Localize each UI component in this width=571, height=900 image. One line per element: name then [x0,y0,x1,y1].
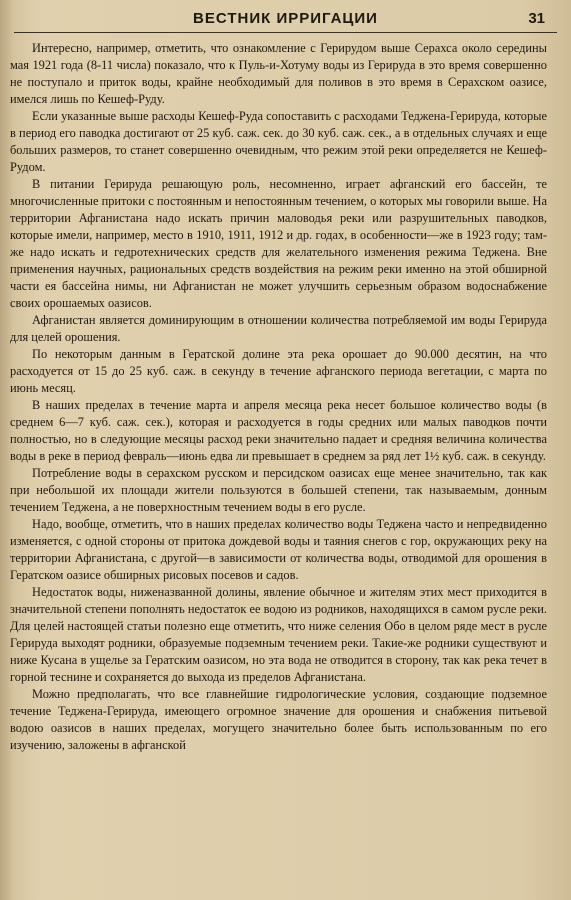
page-number: 31 [528,10,545,27]
paragraph: Если указанные выше расходы Кешеф-Руда сопоставить с расходами Теджена-Герируда, которые в период его паводка достигают от 25 куб. саж. сек. до 30 куб. саж. сек., а в отдельных случаях и еще больших размеров, то станет совершенно очевидным, что режим этой реки определяется не Кешеф-Рудом. [10,109,547,174]
paragraph: Надо, вообще, отметить, что в наших пределах количество воды Теджена часто и непредвиденно изменяется, с одной стороны от притока дождевой воды и таяния снегов с гор, окружающих реку на территории Афганистана, с другой—в зависимости от количества воды, отводимой для орошения в Гератском оазисе обширных рисовых посевов и садов. [10,517,547,582]
paragraph: В наших пределах в течение марта и апреля месяца река несет большое количество воды (в среднем 6—7 куб. саж. сек.), которая и расходуется в годы средних или малых паводков почти полностью, но в следующие месяцы расход реки значительно падает и средняя величина количества воды в реке в период февраль—июнь едва ли превышает в среднем за ряд лет 1½ куб. саж. в секунду. [10,398,547,463]
running-title: ВЕСТНИК ИРРИГАЦИИ [193,10,378,27]
paragraph: Недостаток воды, ниженазванной долины, явление обычное и жителям этих мест приходится в значительной степени пополнять недостаток ее водою из родников, находящихся в самом русле реки. Для целей настоящей статьи полезно еще отметить, что ниже селения Обо в целом ряде мест в русле Герируда выходят родники, образуемые подземным течением реки. Такие-же родники существуют и ниже Кусана в ущелье за Гератским оазисом, но эта вода не отводится в сторону, так как река течет в горной теснине и сохраняется до выхода из пределов Афганистана. [10,585,547,684]
paragraph: Можно предполагать, что все главнейшие гидрологические условия, создающие подземное течение Теджена-Герируда, имеющего огромное значение для орошения и снабжения питьевой водою оазисов в наших пределах, могущего значительно более быть использованным по его изучению, заложены в афганской [10,687,547,752]
paragraph: Афганистан является доминирующим в отношении количества потребляемой им воды Герируда для целей орошения. [10,313,547,344]
paragraph: Интересно, например, отметить, что ознакомление с Герирудом выше Серахса около середины мая 1921 года (8-11 числа) показало, что к Пуль-и-Хотуму воды из Герируда в это время совершенно не поступало и приток воды, крайне необходимый для поливов в это время в Серахском оазисе, имелся лишь по Кешеф-Руду. [10,41,547,106]
paragraph: В питании Герируда решающую роль, несомненно, играет афганский его бассейн, те многочисленные притоки с постоянным и непостоянным течением, о которых мы говорили выше. На территории Афганистана надо искать причин маловодья реки или разрушительных паводков, которые имели, например, место в 1910, 1911, 1912 и др. годах, в особенности—же в 1923 году; там-же надо искать и гедротехнических средств для желательного изменения режима Теджена. Вне применения научных, рациональных средств воздействия на режим реки именно на этой обширной части ея бассейна нимы, ни Афганистан не может улучшить серьезным образом водоснабжение своих орошаемых оазисов. [10,177,547,310]
paragraph: По некоторым данным в Гератской долине эта река орошает до 90.000 десятин, на что расходуется от 15 до 25 куб. саж. в секунду в течение афганского периода вегетации, с марта по июнь месяц. [10,347,547,395]
body-text [10,40,547,754]
paragraph: Потребление воды в серахском русском и персидском оазисах еще менее значительно, так как при небольшой их площади жители пользуются в большей степени, так называемым, донным течением Теджена, а не поверхностным течением воды в его русле. [10,466,547,514]
page-header [14,6,557,33]
